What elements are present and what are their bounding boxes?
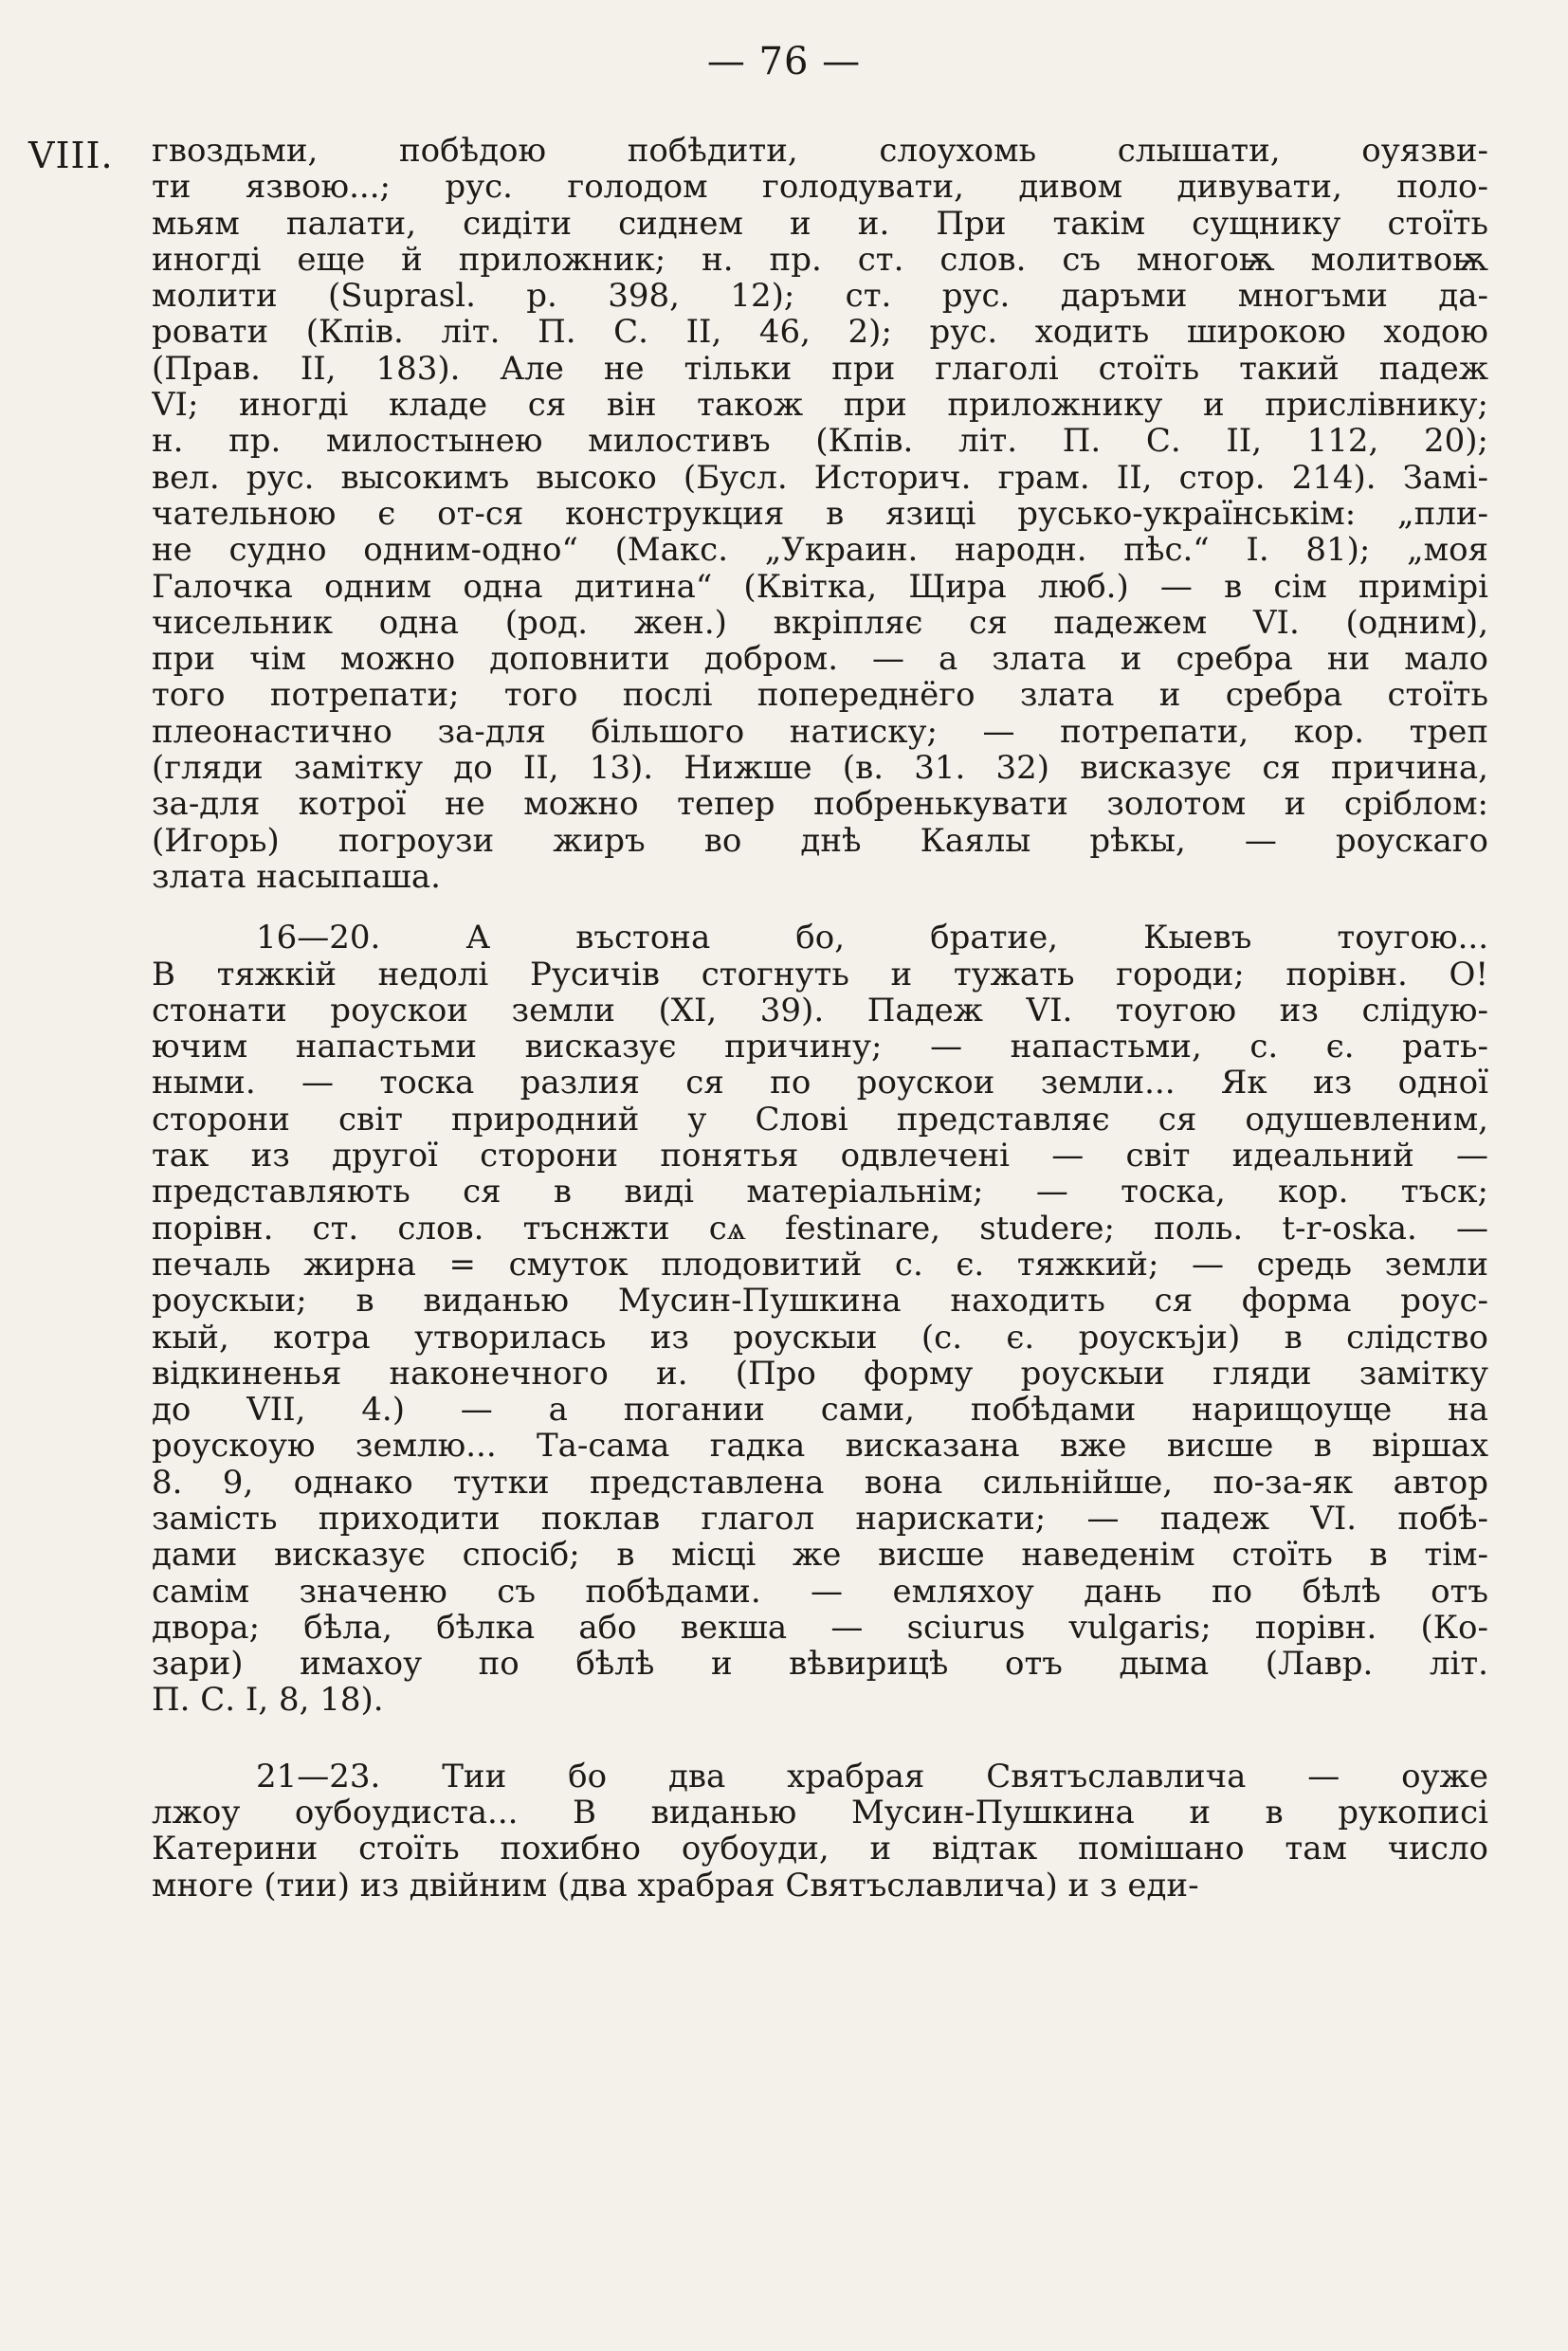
paragraph-gap: [152, 1719, 1488, 1759]
text-line: злата насыпаша.: [152, 858, 441, 896]
paragraph-commentary-21-23: [152, 1759, 1488, 1904]
text-line: двора; бѣла, бѣлка або векша — sciurus vulgaris; порівн. (Ко-: [152, 1609, 1488, 1647]
text-line: многе (тии) из двійним (два храбрая Святъславлича) и з еди-: [152, 1867, 1199, 1904]
text-line: порівн. ст. слов. тъснжти сѧ festinare, studere; поль. t-r-oska. —: [152, 1210, 1488, 1247]
text-line: того потрепати; того послі попереднёго злата и сребра стоїть: [152, 677, 1488, 714]
paragraph-commentary-viii: [152, 133, 1488, 895]
text-line: роускыи; в виданью Мусин-Пушкина находить ся форма роус-: [152, 1283, 1488, 1320]
text-line: роускоую землю... Та-сама гадка висказана вже висше в віршах: [152, 1428, 1488, 1465]
text-line: самім значеню съ побѣдами. — емляхоу дань по бѣлѣ отъ: [152, 1573, 1488, 1610]
text-line: (Игорь) погроузи жиръ во днѣ Каялы рѣкы, — роускаго: [152, 822, 1488, 859]
text-line: мьям палати, сидіти сиднем и и. При такім сущнику стоїть: [152, 205, 1488, 242]
text-line: 16—20. А въстона бо, братие, Кыевъ тоугою...: [256, 920, 1488, 957]
paragraph-commentary-16-20: [152, 920, 1488, 1719]
text-line: чисельник одна (род. жен.) вкріпляє ся падежем VI. (одним),: [152, 604, 1488, 642]
text-line: иногді еще й приложник; н. пр. ст. слов. съ многоѭ молитвоѭ: [152, 241, 1488, 279]
section-label: VIII.: [28, 135, 114, 176]
text-line: В тяжкій недолі Русичів стогнуть и тужать городи; порівн. О!: [152, 956, 1488, 993]
text-line: сторони світ природний у Слові представляє ся одушевленим,: [152, 1101, 1488, 1139]
text-line: (Прав. II, 183). Але не тільки при глаголі стоїть такий падеж: [152, 350, 1488, 388]
text-line: при чім можно доповнити добром. — а злата и сребра ни мало: [152, 641, 1488, 678]
text-line: Галочка одним одна дитина“ (Квітка, Щира люб.) — в сім примірі: [152, 568, 1488, 605]
text-line: за-для котрої не можно тепер побренькувати золотом и сріблом:: [152, 786, 1488, 823]
text-line: ными. — тоска разлия ся по роускои земли... Як из одної: [152, 1065, 1488, 1102]
text-line: дами висказує спосіб; в місці же висше наведенім стоїть в тім-: [152, 1537, 1488, 1574]
page-number: — 76 —: [706, 40, 862, 83]
text-line: гвоздьми, побѣдою побѣдити, слоухомь слышати, оуязви-: [152, 133, 1488, 170]
text-line: ти язвою...; рус. голодом голодувати, дивом дивувати, поло-: [152, 169, 1488, 206]
text-line: плеонастично за-для більшого натиску; — потрепати, кор. треп: [152, 713, 1488, 751]
text-line: молити (Suprasl. p. 398, 12); ст. рус. даръми многъми да-: [152, 278, 1488, 315]
text-line: відкиненья наконечного и. (Про форму роускыи гляди замітку: [152, 1355, 1488, 1393]
text-line: н. пр. милостынею милостивъ (Кпів. літ. П. С. II, 112, 20);: [152, 423, 1488, 460]
text-line: П. С. I, 8, 18).: [152, 1682, 384, 1719]
text-line: так из другої сторони понятья одвлечені — світ идеальний —: [152, 1138, 1488, 1175]
text-line: Катерини стоїть похибно оубоуди, и відтак помішано там число: [152, 1831, 1488, 1868]
text-line: не судно одним-одно“ (Макс. „Украин. народн. пѣс.“ I. 81); „моя: [152, 532, 1488, 569]
text-line: печаль жирна = смуток плодовитий с. є. тяжкий; — средь земли: [152, 1246, 1488, 1284]
text-line: представляють ся в виді матеріальнім; — тоска, кор. тъск;: [152, 1174, 1488, 1211]
text-line: 21—23. Тии бо два храбрая Святъславлича — оуже: [256, 1758, 1488, 1795]
text-line: 8. 9, однако тутки представлена вона сильнійше, по-за-як автор: [152, 1464, 1488, 1501]
text-line: чательною є от-ся конструкция в язиці русько-українськім: „пли-: [152, 495, 1488, 533]
text-line: вел. рус. высокимъ высоко (Бусл. Историч. грам. II, стор. 214). Замі-: [152, 459, 1488, 496]
page-text: [152, 133, 1488, 1904]
text-line: ровати (Кпів. літ. П. С. II, 46, 2); рус. ходить широкою ходою: [152, 314, 1488, 351]
text-line: ючим напастьми висказує причину; — напастьми, с. є. рать-: [152, 1029, 1488, 1066]
text-line: VI; иногді кладе ся він також при приложнику и прислівнику;: [152, 387, 1488, 424]
text-line: лжоу оубоудиста... В виданью Мусин-Пушкина и в рукописі: [152, 1795, 1488, 1832]
text-line: кый, котра утворилась из роускыи (с. є. роускъjи) в слідство: [152, 1319, 1488, 1356]
paragraph-gap: [152, 895, 1488, 920]
text-line: замість приходити поклав глагол нарискати; — падеж VI. побѣ-: [152, 1500, 1488, 1538]
text-line: стонати роускои земли (XI, 39). Падеж VI. тоугою из слідую-: [152, 992, 1488, 1030]
text-line: (гляди замітку до II, 13). Нижше (в. 31. 32) висказує ся причина,: [152, 750, 1488, 787]
text-line: до VII, 4.) — а погании сами, побѣдами нарищоуще на: [152, 1392, 1488, 1429]
text-line: зари) имахоу по бѣлѣ и вѣвирицѣ отъ дыма (Лавр. літ.: [152, 1646, 1488, 1683]
